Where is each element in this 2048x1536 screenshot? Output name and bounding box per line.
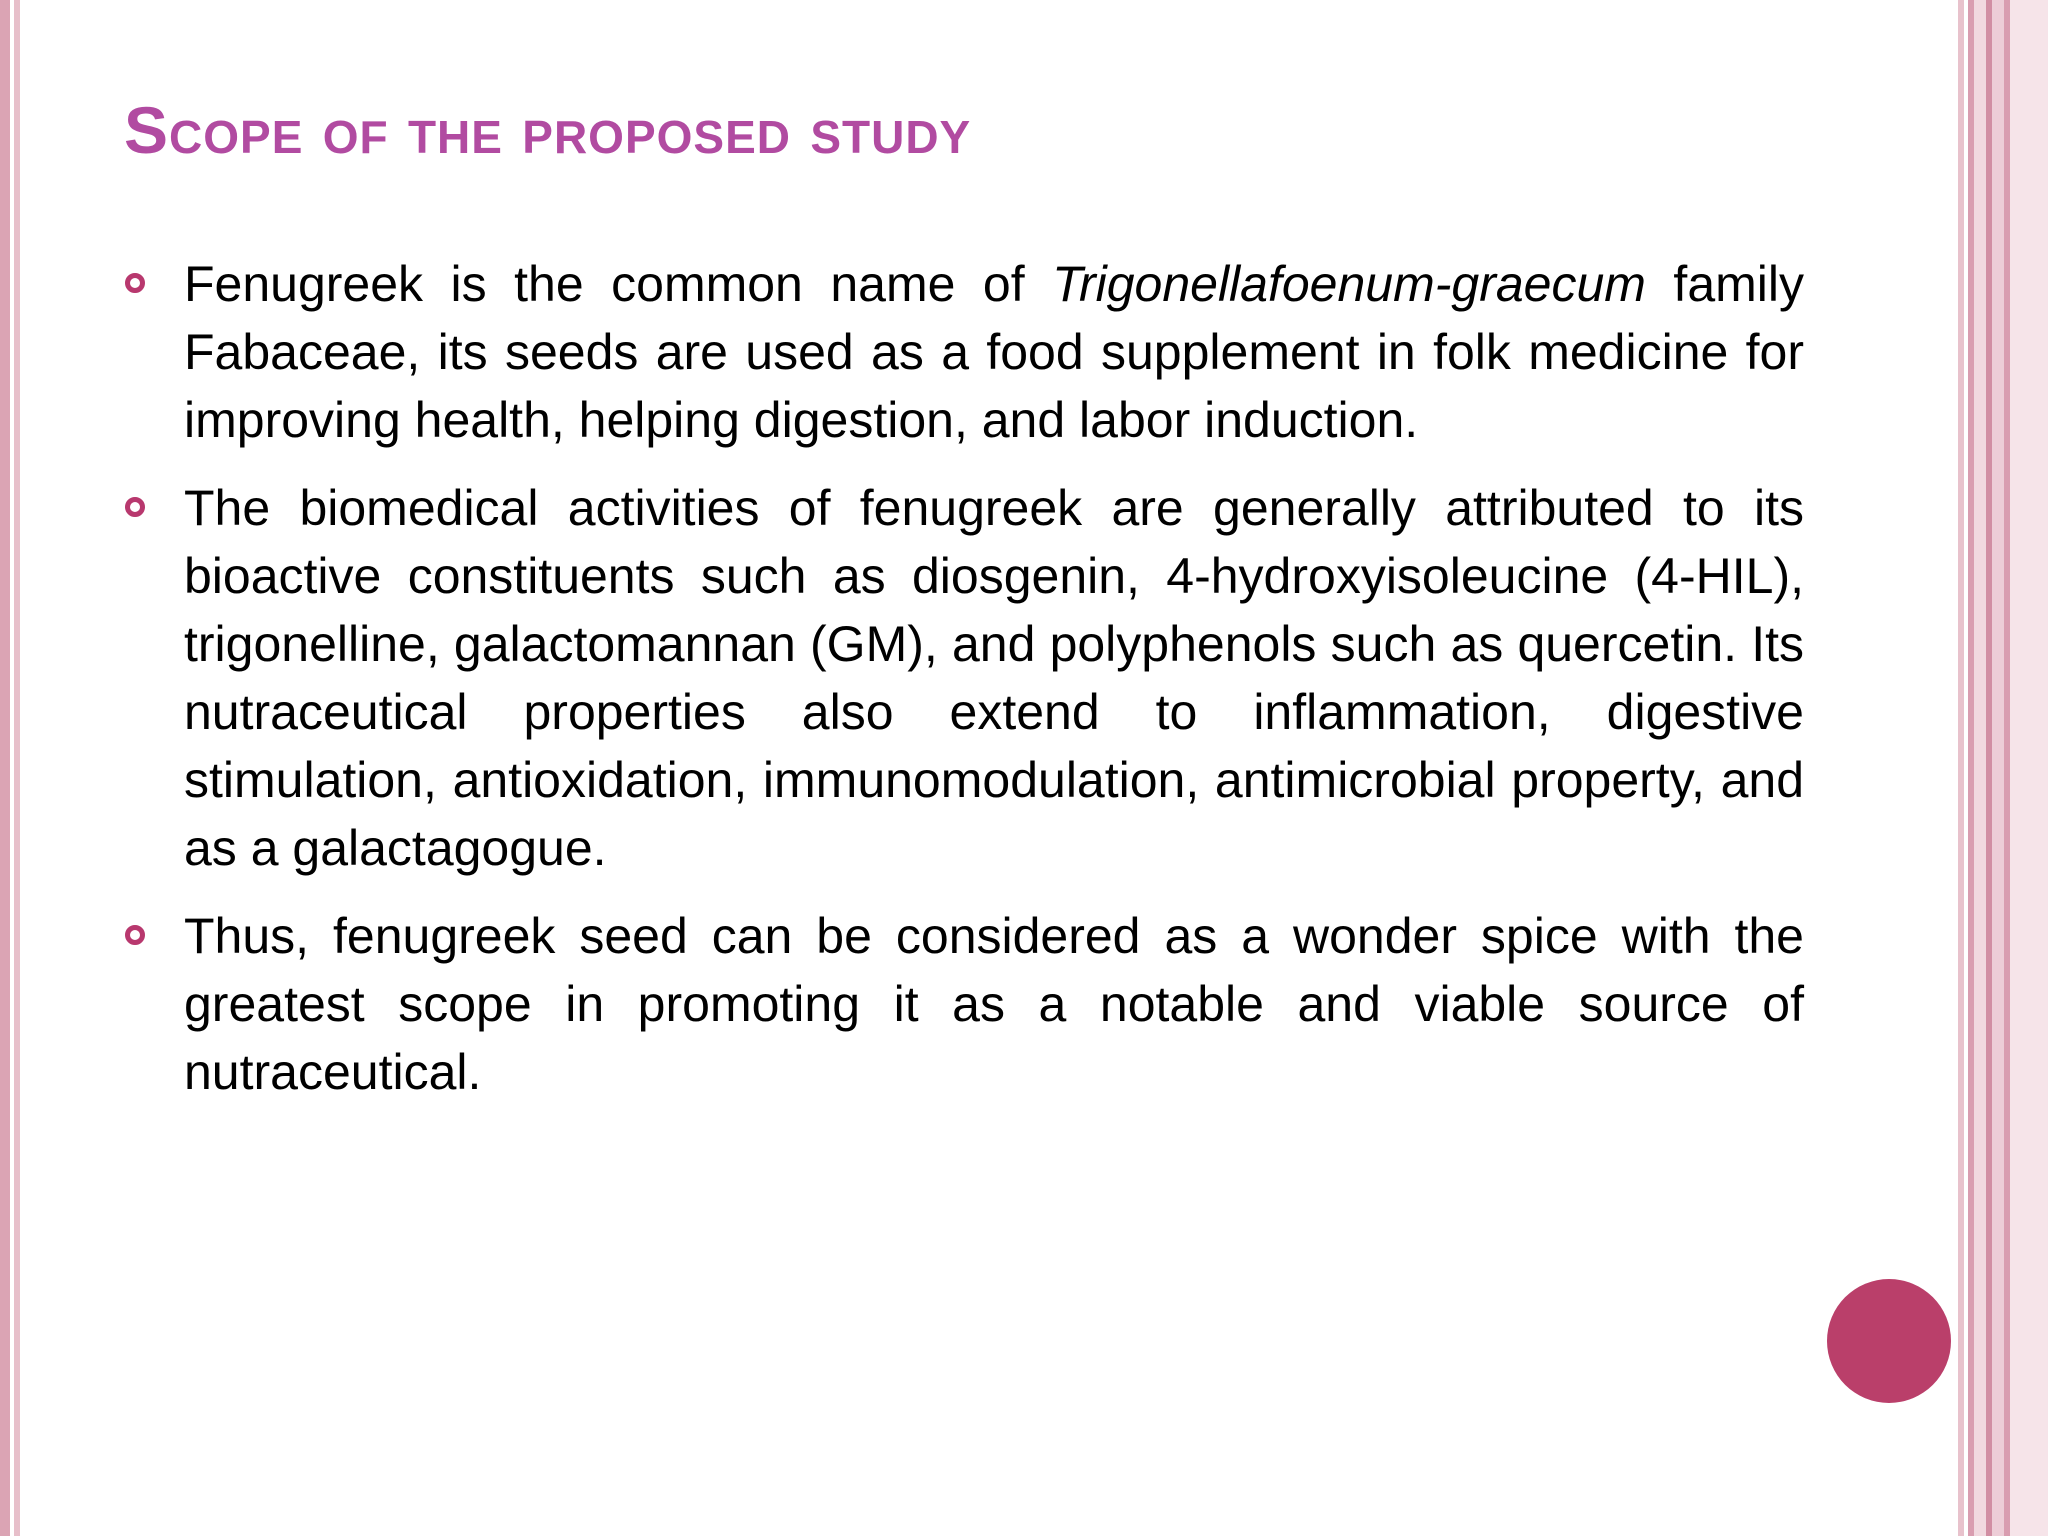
right-border-stripe xyxy=(1992,0,2004,1536)
left-border-stripe xyxy=(0,0,10,1536)
bullet-text: Fenugreek is the common name of xyxy=(184,256,1053,312)
bullet-list xyxy=(184,250,1804,1126)
hollow-circle-bullet-icon xyxy=(125,925,145,945)
decorative-circle xyxy=(1827,1279,1951,1403)
bullet-item xyxy=(184,250,1804,454)
hollow-circle-bullet-icon xyxy=(125,497,145,517)
left-border-stripe xyxy=(14,0,20,1536)
right-border-stripe xyxy=(1974,0,1986,1536)
hollow-circle-bullet-icon xyxy=(125,273,145,293)
bullet-text: Thus, fenugreek seed can be considered as a wonder spice with the greatest scope in promoting it as a notable and viable source of nutraceutical. xyxy=(184,908,1804,1100)
right-border-stripe xyxy=(2010,0,2048,1536)
bullet-text: The biomedical activities of fenugreek are generally attributed to its bioactive constituents such as diosgenin, 4-hydroxyisoleucine (4-HIL), trigonelline, galactomannan (GM), and polyphenols such as quercetin. Its nutraceutical properties also extend to inflammation, digestive stimulation, antioxidation, immunomodulation, antimicrobial property, and as a galactagogue. xyxy=(184,480,1804,876)
bullet-item xyxy=(184,902,1804,1106)
bullet-item xyxy=(184,474,1804,882)
bullet-text-italic: Trigonellafoenum-graecum xyxy=(1052,256,1646,312)
slide-title: Scope of the proposed study xyxy=(124,93,972,167)
bullet-text: family Fabaceae, its seeds are used as a food supplement in folk medicine for improving health, helping digestion, and labor induction. xyxy=(184,256,1804,448)
